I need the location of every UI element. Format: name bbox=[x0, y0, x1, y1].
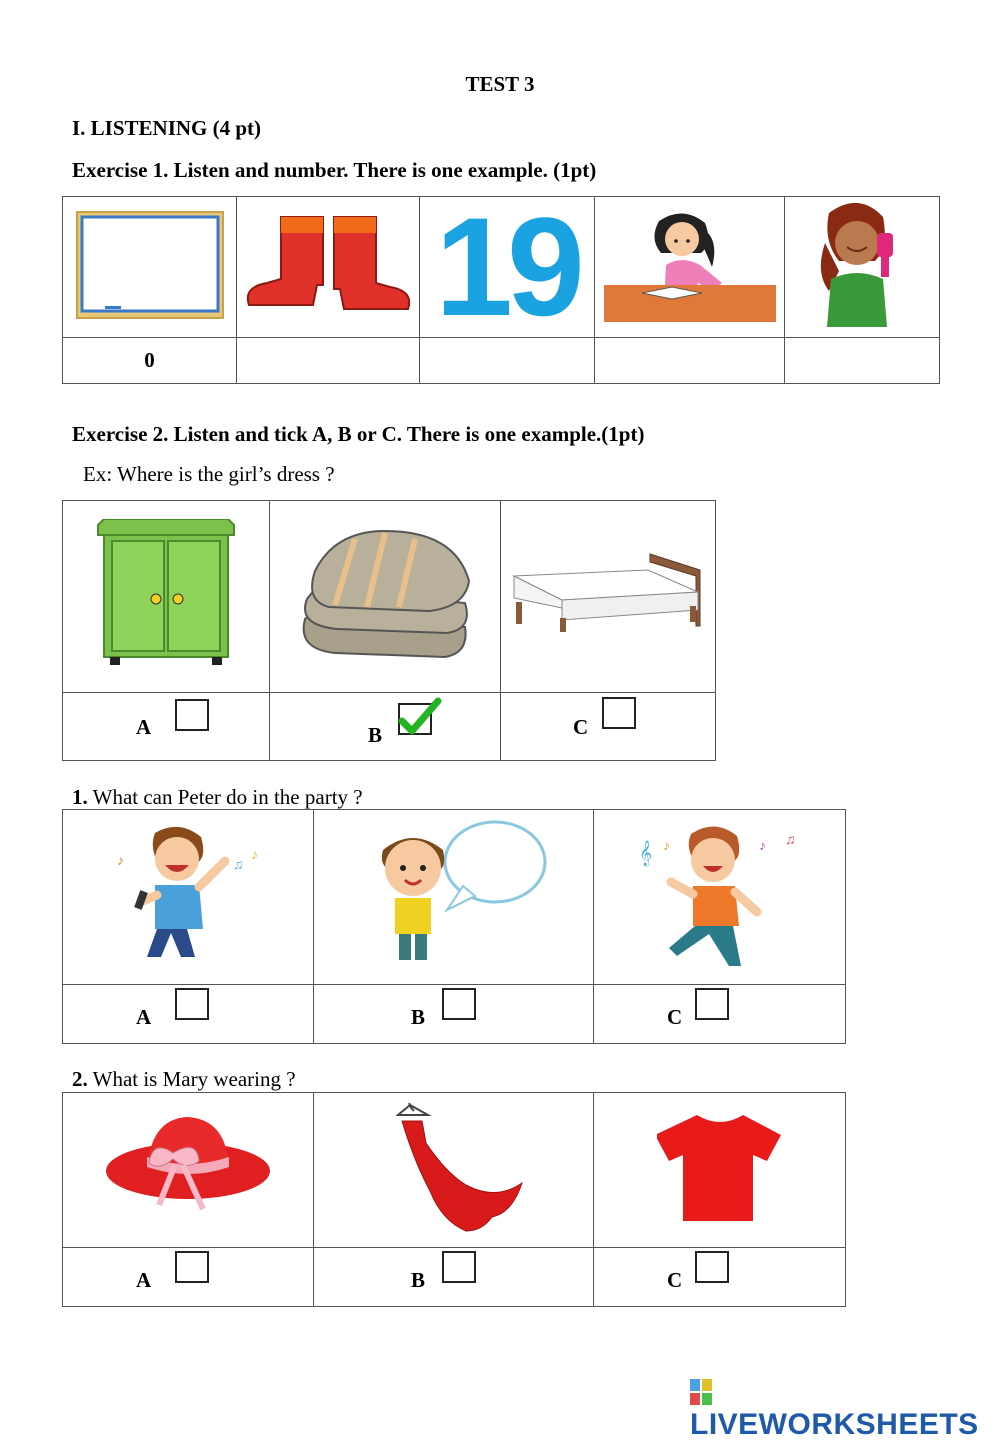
logo-grid-icon bbox=[690, 1379, 712, 1405]
question-1 bbox=[72, 785, 363, 810]
boy-singing-icon bbox=[113, 825, 263, 965]
checkbox-b[interactable] bbox=[442, 1251, 476, 1283]
page-title: TEST 3 bbox=[465, 72, 535, 96]
ex1-cell-2 bbox=[237, 197, 420, 338]
ex1-answer-2[interactable] bbox=[237, 338, 420, 384]
checkbox-c[interactable] bbox=[602, 697, 636, 729]
checkbox-c[interactable] bbox=[695, 988, 729, 1020]
svg-text:𝄞: 𝄞 bbox=[638, 839, 652, 865]
example-question: Ex: Where is the girl’s dress ? bbox=[83, 462, 335, 486]
question-1-text: What can Peter do in the party ? bbox=[87, 785, 363, 809]
ex1-answer-5[interactable] bbox=[785, 338, 940, 384]
checkbox-a[interactable] bbox=[175, 1251, 209, 1283]
girl-writing-icon bbox=[604, 207, 776, 322]
option-label-a: A bbox=[136, 715, 152, 739]
question-2-text: What is Mary wearing ? bbox=[87, 1067, 296, 1091]
question-2-number: 2. bbox=[72, 1067, 88, 1091]
checkbox-b[interactable] bbox=[398, 703, 432, 735]
q1-option-c[interactable] bbox=[594, 985, 846, 1044]
option-label-b: B bbox=[411, 1268, 426, 1292]
svg-text:♪: ♪ bbox=[251, 847, 258, 863]
ex-cell-b bbox=[270, 501, 501, 693]
q1-option-a[interactable] bbox=[63, 985, 314, 1044]
bed-icon bbox=[510, 546, 706, 642]
checkmark-icon bbox=[398, 697, 442, 739]
ex-option-b[interactable] bbox=[270, 693, 501, 761]
ex1-answer-3[interactable] bbox=[420, 338, 595, 384]
question-2-table bbox=[62, 1092, 846, 1307]
checkbox-c[interactable] bbox=[695, 1251, 729, 1283]
ex1-answer-4[interactable] bbox=[595, 338, 785, 384]
question-1-table bbox=[62, 809, 846, 1044]
red-tshirt-icon bbox=[657, 1113, 783, 1223]
exercise2-heading: Exercise 2. Listen and tick A, B or C. There is one example.(1pt) bbox=[72, 422, 645, 446]
checkbox-b[interactable] bbox=[442, 988, 476, 1020]
ex-option-a[interactable] bbox=[63, 693, 270, 761]
q1-cell-a bbox=[63, 810, 314, 985]
q1-cell-c bbox=[594, 810, 846, 985]
example-number: 0 bbox=[144, 348, 155, 372]
question-1-number: 1. bbox=[72, 785, 88, 809]
q1-option-b[interactable] bbox=[314, 985, 594, 1044]
q2-option-b[interactable] bbox=[314, 1248, 594, 1307]
ex-option-c[interactable] bbox=[501, 693, 716, 761]
q2-option-a[interactable] bbox=[63, 1248, 314, 1307]
svg-text:♪: ♪ bbox=[758, 838, 766, 854]
svg-text:♪: ♪ bbox=[117, 853, 124, 869]
q2-cell-b bbox=[314, 1093, 594, 1248]
checkbox-a[interactable] bbox=[175, 699, 209, 731]
number-19-icon: 19 bbox=[435, 188, 579, 345]
option-label-b: B bbox=[368, 723, 383, 747]
ex1-cell-3 bbox=[420, 188, 595, 345]
logo-text: LIVEWORKSHEETS bbox=[690, 1408, 979, 1441]
liveworksheets-logo bbox=[690, 1374, 1000, 1442]
option-label-c: C bbox=[573, 715, 589, 739]
example-table bbox=[62, 500, 716, 761]
boots-icon bbox=[246, 215, 411, 315]
ex1-cell-5 bbox=[785, 197, 940, 338]
option-label-b: B bbox=[411, 1005, 426, 1029]
exercise1-table bbox=[62, 188, 940, 384]
wardrobe-icon bbox=[96, 519, 236, 669]
svg-text:♫: ♫ bbox=[784, 832, 795, 848]
ex-cell-a bbox=[63, 501, 270, 693]
boy-dancing-icon bbox=[635, 820, 805, 970]
svg-text:♪: ♪ bbox=[662, 838, 670, 854]
folded-blanket-icon bbox=[295, 529, 475, 659]
q2-option-c[interactable] bbox=[594, 1248, 846, 1307]
option-label-a: A bbox=[136, 1005, 152, 1029]
option-label-c: C bbox=[667, 1005, 683, 1029]
option-label-a: A bbox=[136, 1268, 152, 1292]
exercise1-heading: Exercise 1. Listen and number. There is one example. (1pt) bbox=[72, 158, 597, 182]
svg-text:♫: ♫ bbox=[233, 857, 244, 873]
checkbox-a[interactable] bbox=[175, 988, 209, 1020]
boy-talking-icon bbox=[359, 820, 549, 970]
ex-cell-c bbox=[501, 501, 716, 693]
q1-cell-b bbox=[314, 810, 594, 985]
ex1-cell-4 bbox=[595, 197, 785, 338]
section-heading: I. LISTENING (4 pt) bbox=[72, 116, 262, 140]
option-label-c: C bbox=[667, 1268, 683, 1292]
question-2 bbox=[72, 1067, 296, 1092]
red-dress-icon bbox=[384, 1103, 524, 1233]
q2-cell-c bbox=[594, 1093, 846, 1248]
ex1-answer-1[interactable] bbox=[63, 338, 237, 384]
red-hat-icon bbox=[103, 1113, 273, 1223]
whiteboard-icon bbox=[75, 210, 225, 320]
q2-cell-a bbox=[63, 1093, 314, 1248]
girl-brushing-hair-icon bbox=[807, 203, 917, 327]
ex1-cell-1 bbox=[63, 197, 237, 338]
